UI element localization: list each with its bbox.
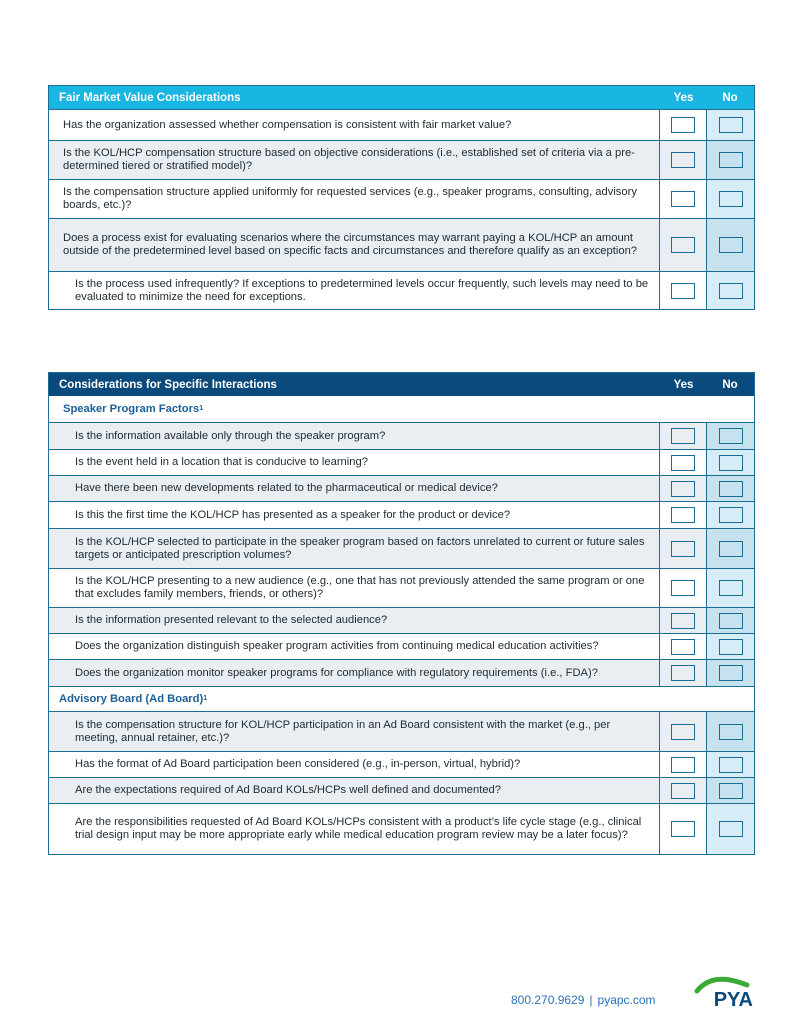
yes-checkbox[interactable] (671, 613, 695, 629)
question-text: Have there been new developments related to the pharmaceutical or medical device? (49, 476, 659, 501)
question-text: Is the KOL/HCP selected to participate in the speaker program based on factors unrelated to current or future sales targets or anticipated prescription volumes? (49, 529, 659, 568)
yes-checkbox[interactable] (671, 639, 695, 655)
yes-checkbox[interactable] (671, 152, 695, 168)
yes-column-header: Yes (673, 92, 694, 104)
no-column-header: No (722, 92, 738, 104)
no-checkbox[interactable] (719, 821, 743, 837)
phone-number[interactable]: 800.270.9629 (511, 993, 585, 1007)
question-text: Is the process used infrequently? If exceptions to predetermined levels occur frequently, such levels may need to be evaluated to minimize the need for exceptions. (75, 277, 649, 303)
checklist-row (49, 803, 754, 854)
question-text: Is the KOL/HCP presenting to a new audience (e.g., one that has not previously attended the same program or one that excludes family members, friends, or others)? (75, 575, 645, 600)
logo-text: PYA (713, 989, 753, 1009)
no-checkbox[interactable] (719, 507, 743, 523)
checklist-row (49, 140, 754, 179)
question-text: Is the compensation structure for KOL/HCP participation in an Ad Board consistent with the market (e.g., per meeting, annual retainer, etc.)? (49, 712, 659, 751)
question-text: Is the information available only through the speaker program? (49, 423, 659, 449)
checklist-row (49, 501, 754, 528)
question-text: Is this the first time the KOL/HCP has presented as a speaker for the product or device? (75, 508, 511, 521)
website-link[interactable]: pyapc.com (597, 993, 656, 1007)
section-heading-text: Advisory Board (Ad Board) (59, 693, 204, 705)
question-text: Has the organization assessed whether compensation is consistent with fair market value? (63, 118, 512, 131)
yes-checkbox[interactable] (671, 481, 695, 497)
checklist-row (49, 271, 754, 309)
no-checkbox[interactable] (719, 117, 743, 133)
yes-checkbox[interactable] (671, 117, 695, 133)
no-checkbox[interactable] (719, 455, 743, 471)
question-text: Is the event held in a location that is conducive to learning? (75, 456, 368, 468)
yes-checkbox[interactable] (671, 783, 695, 799)
question-text: Does the organization monitor speaker programs for compliance with regulatory requirements (i.e., FDA)? (49, 660, 659, 686)
checklist-row (49, 607, 754, 633)
yes-column-header: Yes (673, 379, 694, 391)
no-checkbox[interactable] (719, 639, 743, 655)
section-heading-text: Speaker Program Factors (63, 403, 200, 415)
no-checkbox[interactable] (719, 428, 743, 444)
question-text: Are the expectations required of Ad Board KOLs/HCPs well defined and documented? (49, 778, 659, 803)
question-text: Is the compensation structure applied uniformly for requested services (e.g., speaker programs, consulting, advisory boards, etc.)? (63, 186, 637, 211)
no-checkbox[interactable] (719, 481, 743, 497)
no-checkbox[interactable] (719, 665, 743, 681)
checklist-row (49, 659, 754, 686)
pya-logo (683, 975, 755, 1009)
no-checkbox[interactable] (719, 283, 743, 299)
section-heading-advisory-board: Advisory Board (Ad Board) 1 (49, 686, 754, 711)
table-header (49, 86, 754, 109)
table-title: Considerations for Specific Interactions (59, 379, 277, 391)
question-text: Are the responsibilities requested of Ad Board KOLs/HCPs consistent with a product’s life cycle stage (e.g., clinical trial design input may be more appropriate early while medical education program review may be a later focus)? (75, 816, 642, 841)
section-heading-speaker-program: Speaker Program Factors 1 (63, 403, 204, 415)
yes-checkbox[interactable] (671, 455, 695, 471)
yes-checkbox[interactable] (671, 541, 695, 557)
yes-checkbox[interactable] (671, 237, 695, 253)
checklist-row (49, 218, 754, 271)
no-checkbox[interactable] (719, 580, 743, 596)
question-text: Has the format of Ad Board participation been considered (e.g., in-person, virtual, hybrid)? (75, 758, 521, 770)
no-checkbox[interactable] (719, 237, 743, 253)
checklist-row (49, 711, 754, 751)
checklist-row (49, 528, 754, 568)
checklist-row (49, 751, 754, 777)
yes-checkbox[interactable] (671, 665, 695, 681)
no-column-header: No (722, 379, 738, 391)
checklist-row (49, 422, 754, 449)
question-text: Is the information presented relevant to the selected audience? (49, 608, 659, 633)
yes-checkbox[interactable] (671, 757, 695, 773)
table-title: Fair Market Value Considerations (59, 92, 241, 104)
checklist-row (49, 109, 754, 140)
yes-checkbox[interactable] (671, 428, 695, 444)
no-checkbox[interactable] (719, 783, 743, 799)
table-header (49, 373, 754, 396)
yes-checkbox[interactable] (671, 507, 695, 523)
yes-checkbox[interactable] (671, 821, 695, 837)
no-checkbox[interactable] (719, 724, 743, 740)
fair-market-value-table (48, 85, 755, 310)
yes-checkbox[interactable] (671, 283, 695, 299)
checklist-row (49, 449, 754, 475)
no-checkbox[interactable] (719, 152, 743, 168)
checklist-row (49, 633, 754, 659)
no-checkbox[interactable] (719, 541, 743, 557)
question-text: Does a process exist for evaluating scenarios where the circumstances may warrant paying a KOL/HCP an amount outside of the predetermined level based on specific facts and circumstances and therefore qualify as an exception? (49, 219, 659, 271)
yes-checkbox[interactable] (671, 580, 695, 596)
question-text: Is the KOL/HCP compensation structure based on objective considerations (i.e., established set of criteria via a pre-determined tiered or stratified model)? (49, 141, 659, 179)
question-text: Does the organization distinguish speaker program activities from continuing medical education activities? (75, 640, 599, 652)
no-checkbox[interactable] (719, 191, 743, 207)
specific-interactions-table (48, 372, 755, 855)
checklist-row (49, 475, 754, 501)
no-checkbox[interactable] (719, 757, 743, 773)
yes-checkbox[interactable] (671, 191, 695, 207)
footer-contact (511, 993, 656, 1007)
footer-separator: | (589, 993, 593, 1007)
no-checkbox[interactable] (719, 613, 743, 629)
checklist-row (49, 179, 754, 218)
yes-checkbox[interactable] (671, 724, 695, 740)
checklist-row (49, 568, 754, 607)
checklist-row (49, 777, 754, 803)
